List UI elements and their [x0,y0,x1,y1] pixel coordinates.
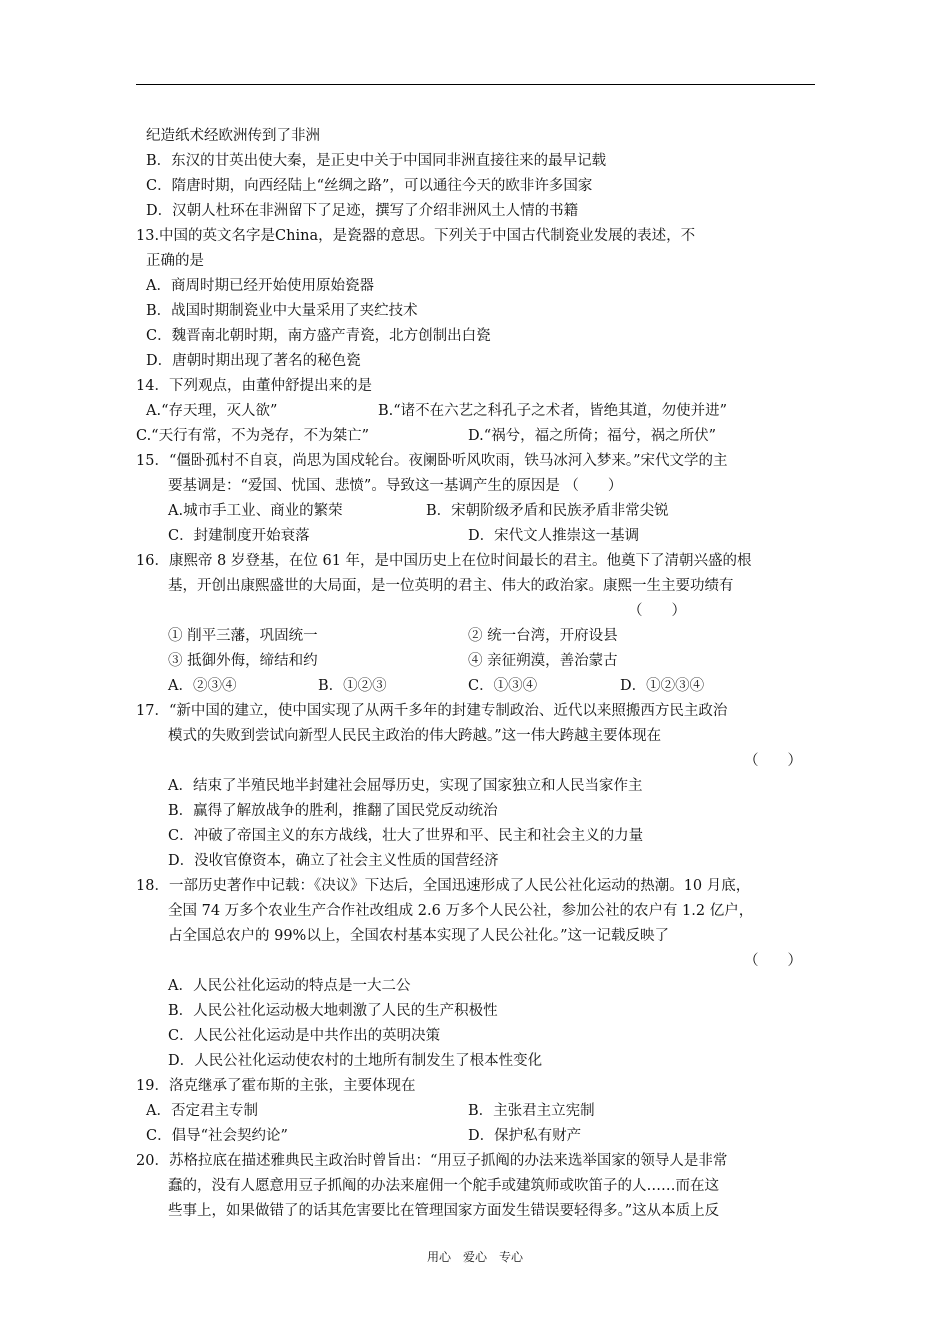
q18-option-b: B．人民公社化运动极大地刺激了人民的生产积极性 [168,1003,498,1019]
q16-option-a: A．②③④ [168,678,237,694]
q19-option-b: B．主张君主立宪制 [468,1103,595,1119]
q15-stem-cont: 要基调是：“爱国、忧国、悲愤”。导致这一基调产生的原因是 （ ） [168,478,623,494]
q16-option-b: B．①②③ [318,678,387,694]
q17-option-d: D．没收官僚资本，确立了社会主义性质的国营经济 [168,853,499,869]
q13-stem-cont: 正确的是 [146,253,204,269]
q18-option-a: A．人民公社化运动的特点是一大二公 [168,978,411,994]
q13-option-d: D．唐朝时期出现了著名的秘色瓷 [146,353,361,369]
q15-option-a: A.城市手工业、商业的繁荣 [168,503,343,519]
q18-answer-paren: （ ） [744,953,802,969]
q17-option-c: C．冲破了帝国主义的东方战线，壮大了世界和平、民主和社会主义的力量 [168,828,644,844]
q15-option-d: D．宋代文人推崇这一基调 [468,528,640,544]
q12-option-b: B．东汉的甘英出使大秦，是正史中关于中国同非洲直接往来的最早记载 [146,153,607,169]
q15-option-c: C．封建制度开始衰落 [168,528,310,544]
header-rule [136,84,815,85]
q17-stem: 17．“新中国的建立，使中国实现了从两千多年的封建专制政治、近代以来照搬西方民主政治 [136,703,728,719]
q16-item-4: ④ 亲征朔漠，善治蒙古 [468,653,618,669]
q18-stem-cont-1: 全国 74 万多个农业生产合作社改组成 2.6 万多个人民公社，参加公社的农户有 1.2 亿户， [168,903,754,919]
q16-option-c: C．①③④ [468,678,538,694]
q12-line: 纪造纸术经欧洲传到了非洲 [146,128,320,144]
q14-option-d: D.“祸兮，福之所倚；福兮，祸之所伏” [468,428,717,444]
page-footer: 用心 爱心 专心 [426,1250,523,1264]
q17-answer-paren: （ ） [744,753,802,769]
q20-stem-cont-1: 蠢的，没有人愿意用豆子抓阄的办法来雇佣一个舵手或建筑师或吹笛子的人……而在这 [168,1178,719,1194]
q19-option-a: A．否定君主专制 [146,1103,258,1119]
q18-stem: 18．一部历史著作中记载：《决议》下达后，全国迅速形成了人民公社化运动的热潮。10 月底， [136,878,751,894]
q19-option-d: D．保护私有财产 [468,1128,582,1144]
q13-option-b: B．战国时期制瓷业中大量采用了夹纻技术 [146,303,418,319]
q14-option-b: B.“诸不在六艺之科孔子之术者，皆绝其道，勿使并进” [378,403,728,419]
q16-item-3: ③ 抵御外侮，缔结和约 [168,653,318,669]
q13-option-c: C．魏晋南北朝时期，南方盛产青瓷，北方创制出白瓷 [146,328,491,344]
q15-stem: 15．“僵卧孤村不自哀，尚思为国戍轮台。夜阑卧听风吹雨，铁马冰河入梦来。”宋代文学的主 [136,453,728,469]
q17-option-a: A．结束了半殖民地半封建社会屈辱历史，实现了国家独立和人民当家作主 [168,778,643,794]
q19-stem: 19．洛克继承了霍布斯的主张，主要体现在 [136,1078,416,1094]
q18-option-c: C．人民公社化运动是中共作出的英明决策 [168,1028,441,1044]
q15-option-b: B．宋朝阶级矛盾和民族矛盾非常尖锐 [426,503,669,519]
q20-stem-cont-2: 些事上，如果做错了的话其危害要比在管理国家方面发生错误要轻得多。”这从本质上反 [168,1203,720,1219]
q12-option-d: D．汉朝人杜环在非洲留下了足迹，撰写了介绍非洲风土人情的书籍 [146,203,579,219]
q16-stem-cont: 基，开创出康熙盛世的大局面，是一位英明的君主、伟大的政治家。康熙一生主要功绩有 [168,578,734,594]
q20-stem: 20．苏格拉底在描述雅典民主政治时曾旨出：“用豆子抓阄的办法来选举国家的领导人是非常 [136,1153,728,1169]
q16-item-1: ① 削平三藩，巩固统一 [168,628,318,644]
q17-option-b: B．赢得了解放战争的胜利，推翻了国民党反动统治 [168,803,498,819]
q14-option-c: C.“天行有常，不为尧存，不为桀亡” [136,428,370,444]
q16-option-d: D．①②③④ [620,678,705,694]
q12-option-c: C．隋唐时期，向西经陆上“丝绸之路”，可以通往今天的欧非许多国家 [146,178,593,194]
q14-stem: 14．下列观点，由董仲舒提出来的是 [136,378,372,394]
q17-stem-cont: 模式的失败到尝试向新型人民民主政治的伟大跨越。”这一伟大跨越主要体现在 [168,728,662,744]
q16-answer-paren: （ ） [628,603,686,619]
q13-option-a: A．商周时期已经开始使用原始瓷器 [146,278,374,294]
q16-item-2: ② 统一台湾，开府设县 [468,628,618,644]
q13-stem: 13.中国的英文名字是China，是瓷器的意思。下列关于中国古代制瓷业发展的表述，不 [136,228,696,244]
q14-option-a: A.“存天理，灭人欲” [146,403,278,419]
q18-stem-cont-2: 占全国总农户的 99%以上，全国农村基本实现了人民公社化。”这一记载反映了 [168,928,669,944]
q18-option-d: D．人民公社化运动使农村的土地所有制发生了根本性变化 [168,1053,543,1069]
q19-option-c: C．倡导“社会契约论” [146,1128,288,1144]
q16-stem: 16．康熙帝 8 岁登基，在位 61 年，是中国历史上在位时间最长的君主。他奠下了清朝兴盛的根 [136,553,752,569]
